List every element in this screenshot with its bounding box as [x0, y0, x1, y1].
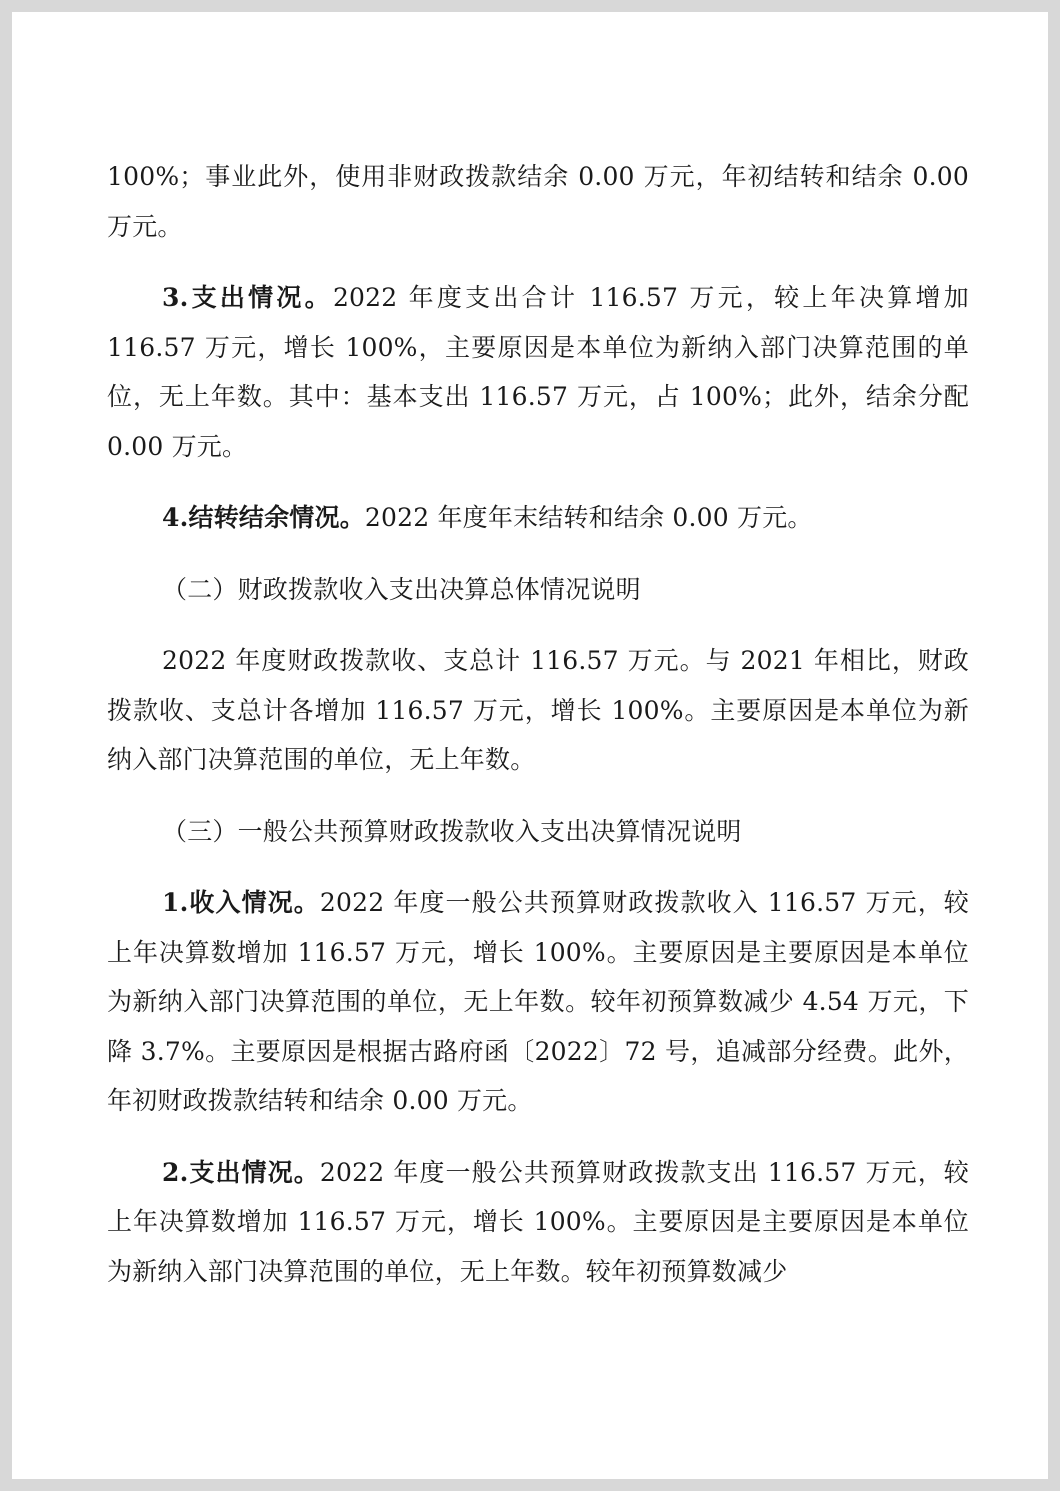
paragraph-text: 2022 年度年末结转和结余 0.00 万元。 [364, 503, 813, 532]
paragraph-text: 2022 年度支出合计 116.57 万元，较上年决算增加 116.57 万元，增长 100%，主要原因是本单位为新纳入部门决算范围的单位，无上年数。其中：基本支出 116.57 万元，占 100%；此外，结余分配 0.00 万元。 [107, 283, 969, 461]
document-page [12, 12, 1048, 1479]
paragraph-text: 2022 年度一般公共预算财政拨款收入 116.57 万元，较上年决算数增加 116.57 万元，增长 100%。主要原因是主要原因是本单位为新纳入部门决算范围的单位，无上年数。较年初预算数减少 4.54 万元，下降 3.7%。主要原因是根据古路府函〔2022〕72 号，追减部分经费。此外，年初财政拨款结转和结余 0.00 万元。 [107, 888, 969, 1115]
paragraph-lead: 3.支出情况。 [162, 283, 333, 312]
paragraph-lead: 1.收入情况。 [162, 888, 320, 917]
paragraph-text: 2022 年度一般公共预算财政拨款支出 116.57 万元，较上年决算数增加 116.57 万元，增长 100%。主要原因是主要原因是本单位为新纳入部门决算范围的单位，无上年数。较年初预算数减少 [107, 1157, 969, 1286]
section-heading-2: （二）财政拨款收入支出决算总体情况说明 [162, 574, 641, 604]
paragraph-fiscal-total: 2022 年度财政拨款收、支总计 116.57 万元。与 2021 年相比，财政拨款收、支总计各增加 116.57 万元，增长 100%。主要原因是本单位为新纳入部门决算范围的单位，无上年数。 [107, 646, 969, 774]
paragraph-income [107, 878, 969, 1126]
paragraph-spending [107, 1148, 969, 1297]
paragraph-lead: 4.结转结余情况。 [162, 503, 365, 532]
paragraph-carryover [107, 493, 969, 543]
document-body [107, 152, 969, 1318]
section-heading-3: （三）一般公共预算财政拨款收入支出决算情况说明 [162, 816, 742, 846]
paragraph-lead: 2.支出情况。 [162, 1157, 320, 1187]
paragraph-continuation: 100%；事业此外，使用非财政拨款结余 0.00 万元，年初结转和结余 0.00 万元。 [107, 162, 969, 241]
paragraph-expenditure [107, 273, 969, 471]
